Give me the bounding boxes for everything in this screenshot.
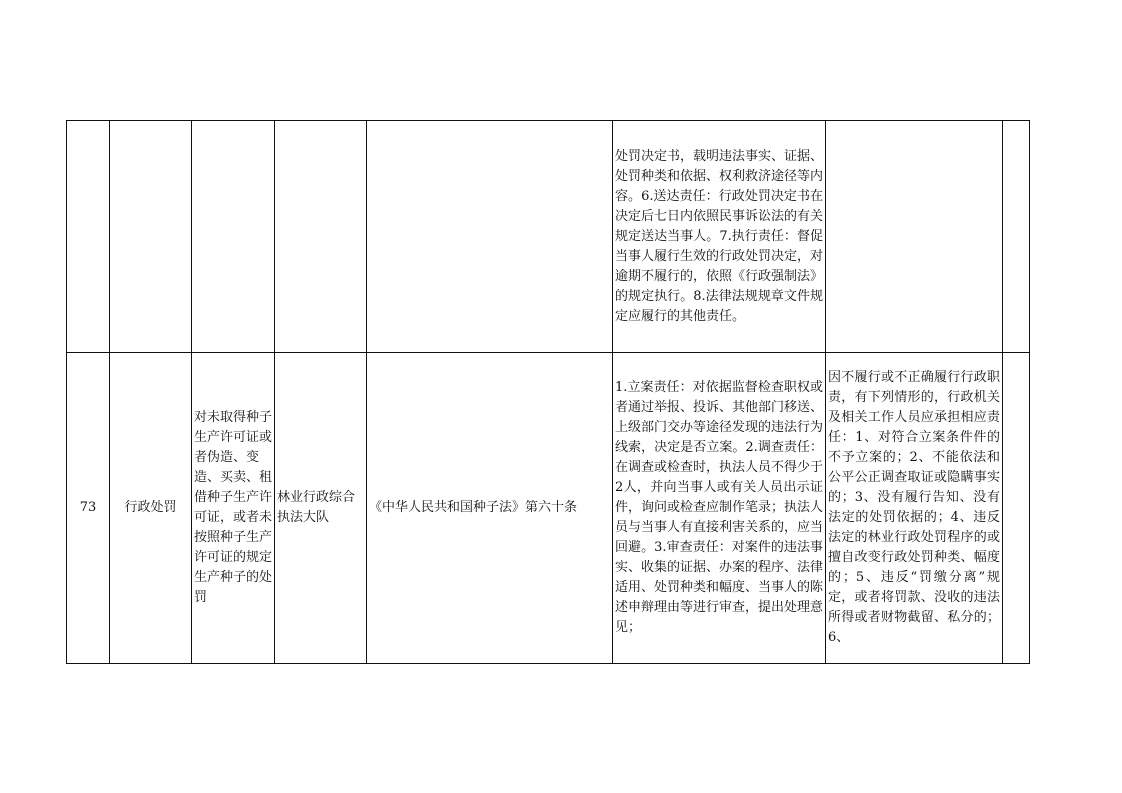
item-name-cell xyxy=(192,121,275,353)
department-cell xyxy=(275,121,367,353)
note-cell xyxy=(1003,121,1030,353)
responsibility-cell: 1.立案责任：对依据监督检查职权或者通过举报、投诉、其他部门移送、上级部门交办等途径发现的违法行为线索，决定是否立案。2.调查责任：在调查或检查时，执法人员不得少于2人，并向当事人或有关人员出示证件，询问或检查应制作笔录；执法人员与当事人有直接利害关系的，应当回避。3.审查责任：对案件的违法事实、收集的证据、办案的程序、法律适用、处罚种类和幅度、当事人的陈述申辩理由等进行审查，提出处理意见； xyxy=(613,353,826,664)
row-number-cell: 73 xyxy=(67,353,110,664)
table-row xyxy=(67,353,1030,664)
item-type-cell xyxy=(110,121,192,353)
legal-basis-cell: 《中华人民共和国种子法》第六十条 xyxy=(367,353,613,664)
item-type-cell: 行政处罚 xyxy=(110,353,192,664)
legal-basis-cell xyxy=(367,121,613,353)
accountability-cell: 因不履行或不正确履行行政职责，有下列情形的，行政机关及相关工作人员应承担相应责任：1、对符合立案条件件的不予立案的；2、不能依法和公平公正调查取证或隐瞒事实的；3、没有履行告知、没有法定的处罚依据的；4、违反法定的林业行政处罚程序的或擅自改变行政处罚种类、幅度的；5、违反“罚缴分离”规定，或者将罚款、没收的违法所得或者财物截留、私分的；6、 xyxy=(826,353,1003,664)
responsibility-cell: 处罚决定书，载明违法事实、证据、处罚种类和依据、权利救济途径等内容。6.送达责任：行政处罚决定书在决定后七日内依照民事诉讼法的有关规定送达当事人。7.执行责任：督促当事人履行生效的行政处罚决定，对逾期不履行的，依照《行政强制法》的规定执行。8.法律法规规章文件规定应履行的其他责任。 xyxy=(613,121,826,353)
item-name-cell: 对未取得种子生产许可证或者伪造、变造、买卖、租借种子生产许可证，或者未按照种子生产许可证的规定生产种子的处罚 xyxy=(192,353,275,664)
department-cell: 林业行政综合执法大队 xyxy=(275,353,367,664)
note-cell xyxy=(1003,353,1030,664)
responsibility-table xyxy=(66,120,1030,664)
table-row xyxy=(67,121,1030,353)
row-number-cell xyxy=(67,121,110,353)
accountability-cell xyxy=(826,121,1003,353)
